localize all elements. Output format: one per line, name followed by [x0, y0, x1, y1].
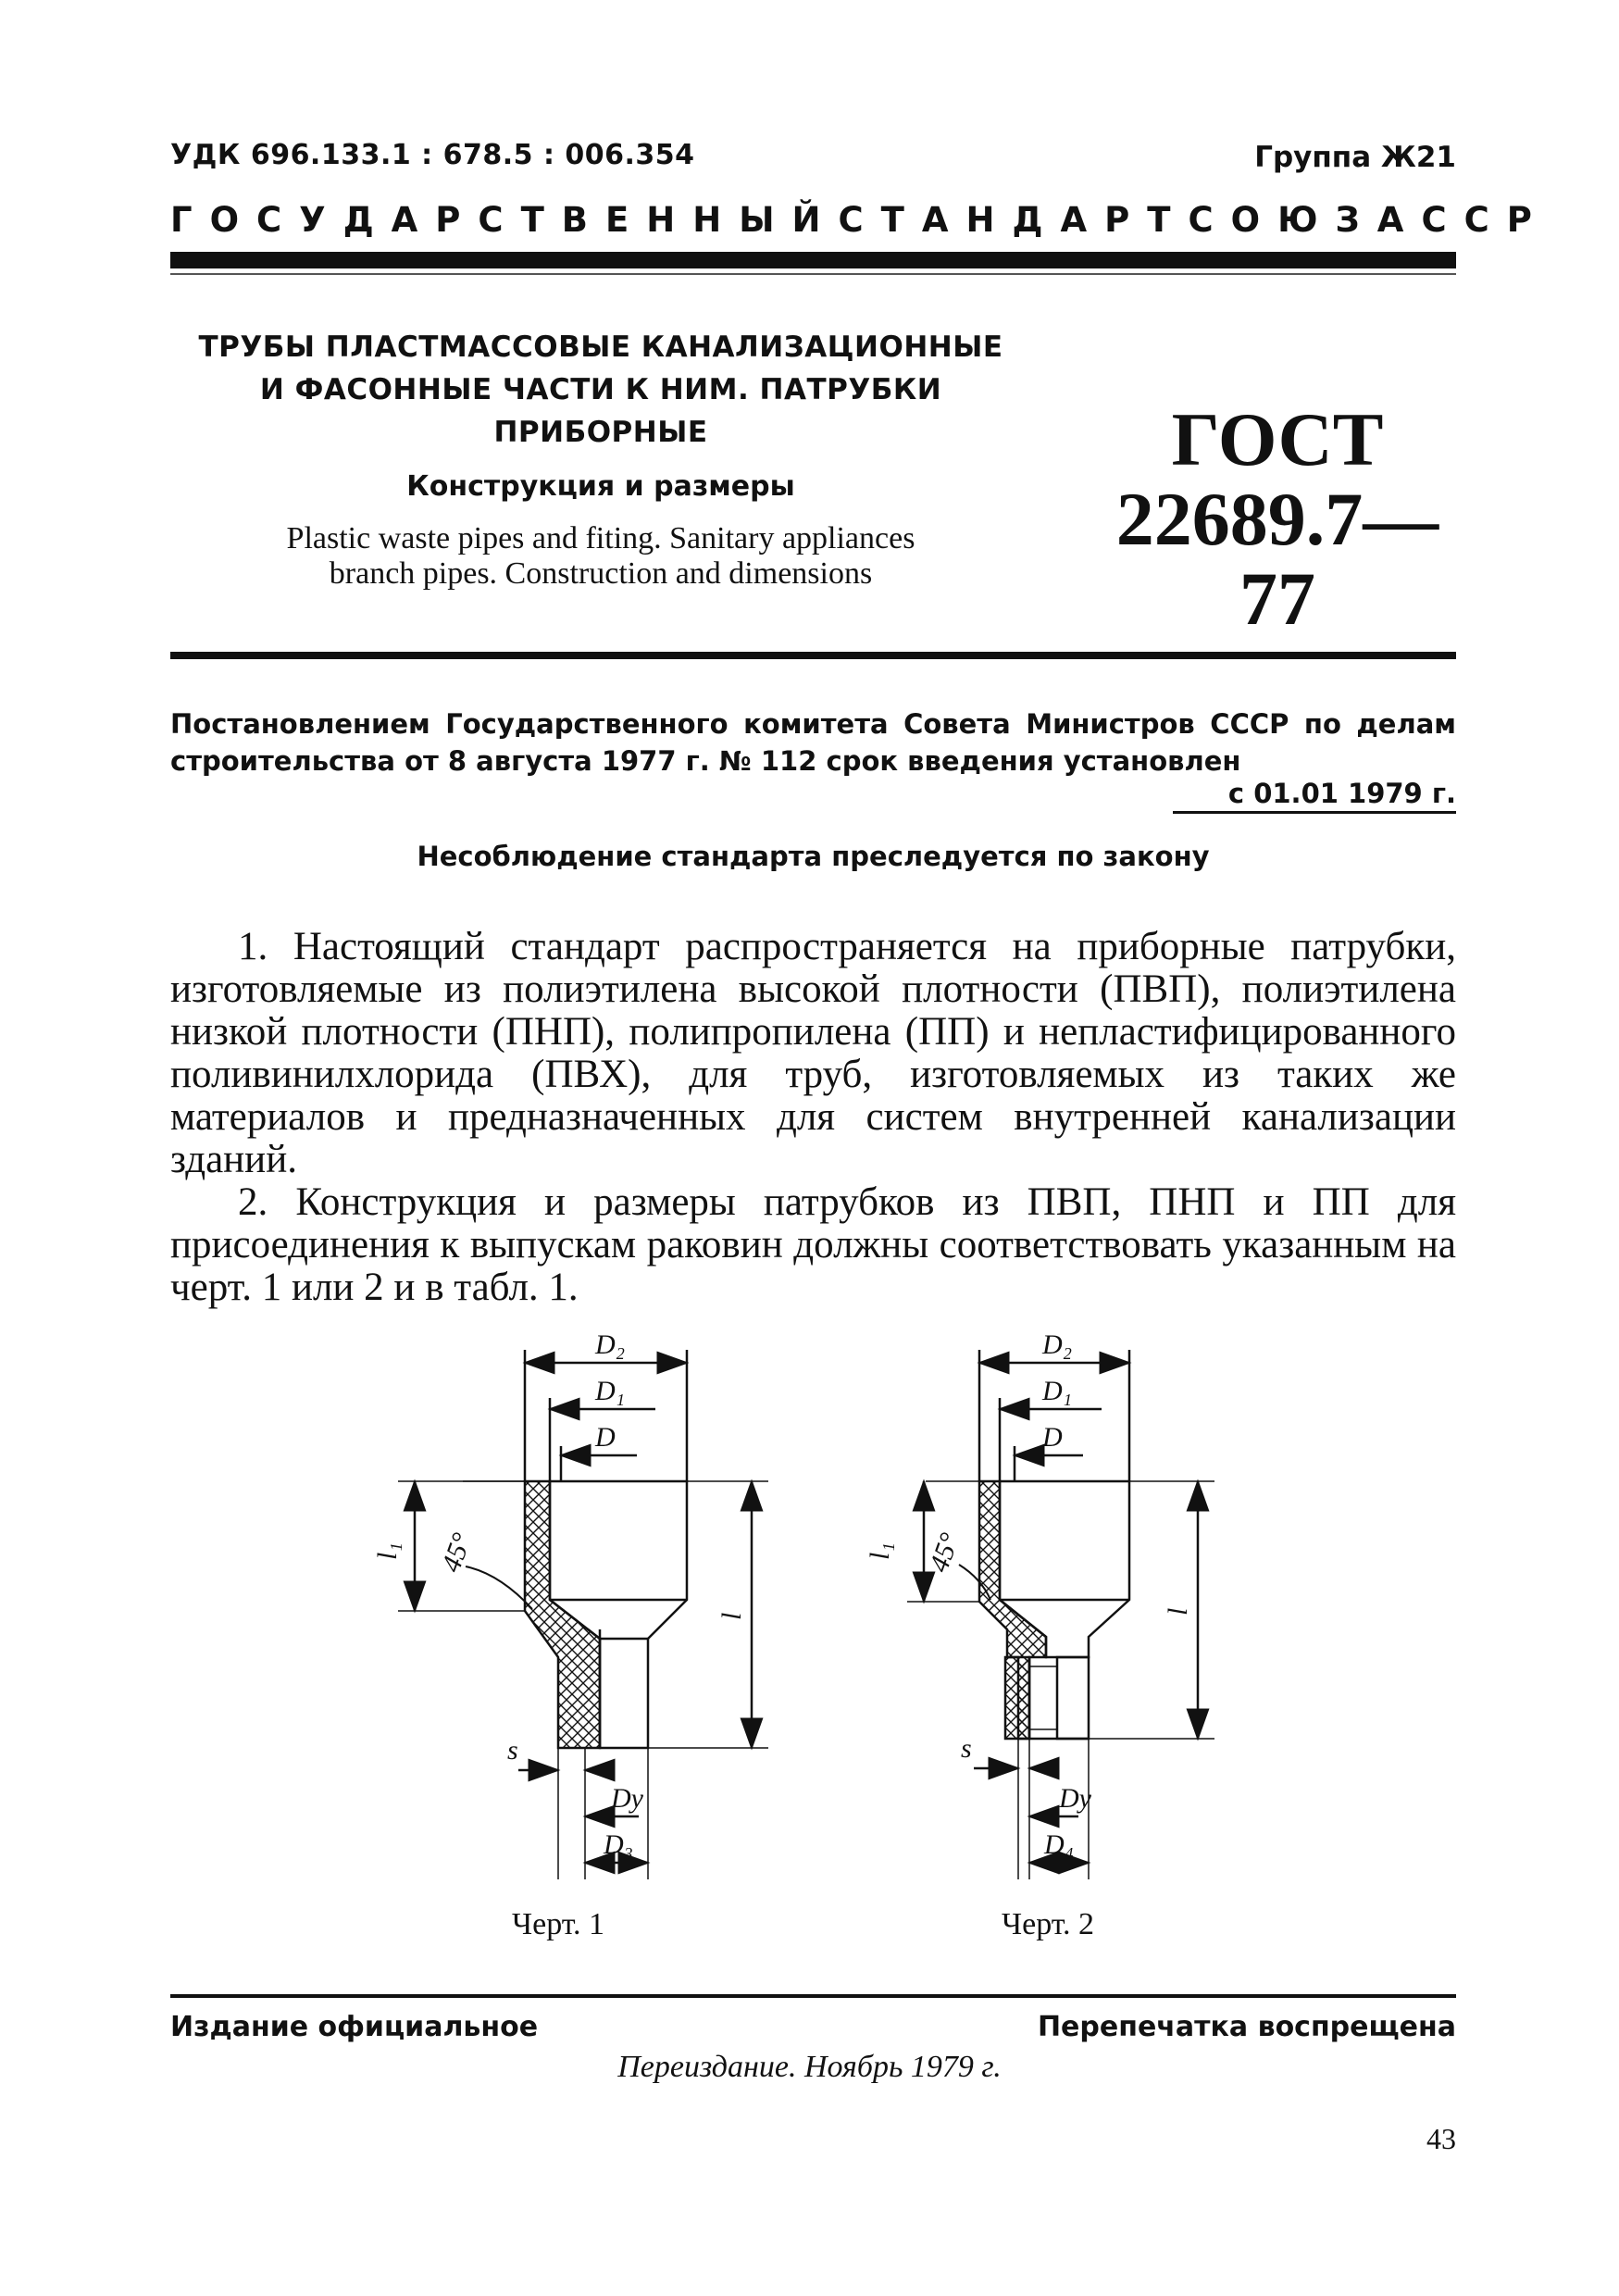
dim-label: l₁	[865, 1542, 895, 1560]
reprint-prohibited: Перепечатка воспрещена	[1037, 2011, 1456, 2043]
angle-label: 45°	[923, 1529, 965, 1577]
dim-label: Dу	[1059, 1783, 1091, 1814]
banner-word: СТАНДАРТ	[838, 200, 1189, 240]
gost-number: 22689.7—77	[1115, 477, 1439, 641]
dim-label: s	[961, 1733, 972, 1764]
group-code: Группа Ж21	[1254, 141, 1456, 174]
dim-label: D	[595, 1422, 616, 1453]
banner-word: ССР	[1421, 200, 1550, 240]
dim-label: D₂	[595, 1329, 626, 1360]
title-subtitle: Конструкция и размеры	[406, 470, 795, 503]
paragraph-1: 1. Настоящий стандарт распространяется на приборные патрубки, изготовляемые из полиэтилена высокой плотности (ПВП), полиэтилена низкой плотности (ПНП), полипропилена (ПП) и непластифицированного поливинилхлорида (ПВХ), для труб, изготовляемых из таких же материалов и предназначенных для систем внутренней канализации зданий.	[170, 925, 1456, 1181]
official-edition: Издание официальное	[170, 2011, 539, 2043]
dim-label: D₁	[595, 1376, 626, 1406]
banner-word: СОЮЗА	[1188, 200, 1422, 240]
title-english-line: branch pipes. Construction and dimensions	[329, 556, 873, 591]
dim-label: D₂	[1042, 1329, 1073, 1360]
dim-label: l	[1163, 1607, 1193, 1616]
paragraph-2: 2. Конструкция и размеры патрубков из ПВП, ПНП и ПП для присоединения к выпускам раковин должны соответствовать указанным на черт. 1 или 2 и в табл. 1.	[170, 1180, 1456, 1309]
gost-label: ГОСТ	[1171, 397, 1384, 481]
figure-1-caption: Черт. 1	[512, 1907, 605, 1941]
footer-rule	[170, 1994, 1456, 1998]
dim-label: s	[507, 1735, 518, 1766]
udc-code: УДК 696.133.1 : 678.5 : 006.354	[170, 139, 695, 171]
title-english-line: Plastic waste pipes and fiting. Sanitary appliances	[286, 521, 915, 555]
dim-label: D₁	[1042, 1376, 1073, 1406]
decree-text: Постановлением Государственного комитета Совета Министров СССР по делам строительства от 8 августа 1977 г. № 112 срок введения установлен	[170, 708, 1456, 777]
page-number: 43	[1426, 2122, 1456, 2155]
angle-label: 45°	[435, 1529, 478, 1577]
dim-label: D₄	[1044, 1829, 1075, 1860]
dim-label: D₃	[604, 1829, 634, 1860]
law-notice: Несоблюдение стандарта преследуется по закону	[417, 841, 1210, 872]
title-line: И ФАСОННЫЕ ЧАСТИ К НИМ. ПАТРУБКИ	[259, 373, 942, 406]
title-line: ТРУБЫ ПЛАСТМАССОВЫЕ КАНАЛИЗАЦИОННЫЕ	[198, 331, 1003, 364]
figure-2-caption: Черт. 2	[1002, 1907, 1095, 1941]
dim-label: l	[716, 1612, 747, 1620]
figure-1	[398, 1350, 768, 1879]
banner-word: ГОСУДАРСТВЕННЫЙ	[170, 200, 839, 240]
dim-label: D	[1042, 1422, 1063, 1453]
title-line: ПРИБОРНЫЕ	[493, 416, 708, 449]
reissue-note: Переиздание. Ноябрь 1979 г.	[617, 2050, 1002, 2084]
dim-label: Dу	[611, 1783, 643, 1814]
dim-label: l₁	[372, 1542, 403, 1560]
effective-date: с 01.01 1979 г.	[1173, 778, 1456, 814]
